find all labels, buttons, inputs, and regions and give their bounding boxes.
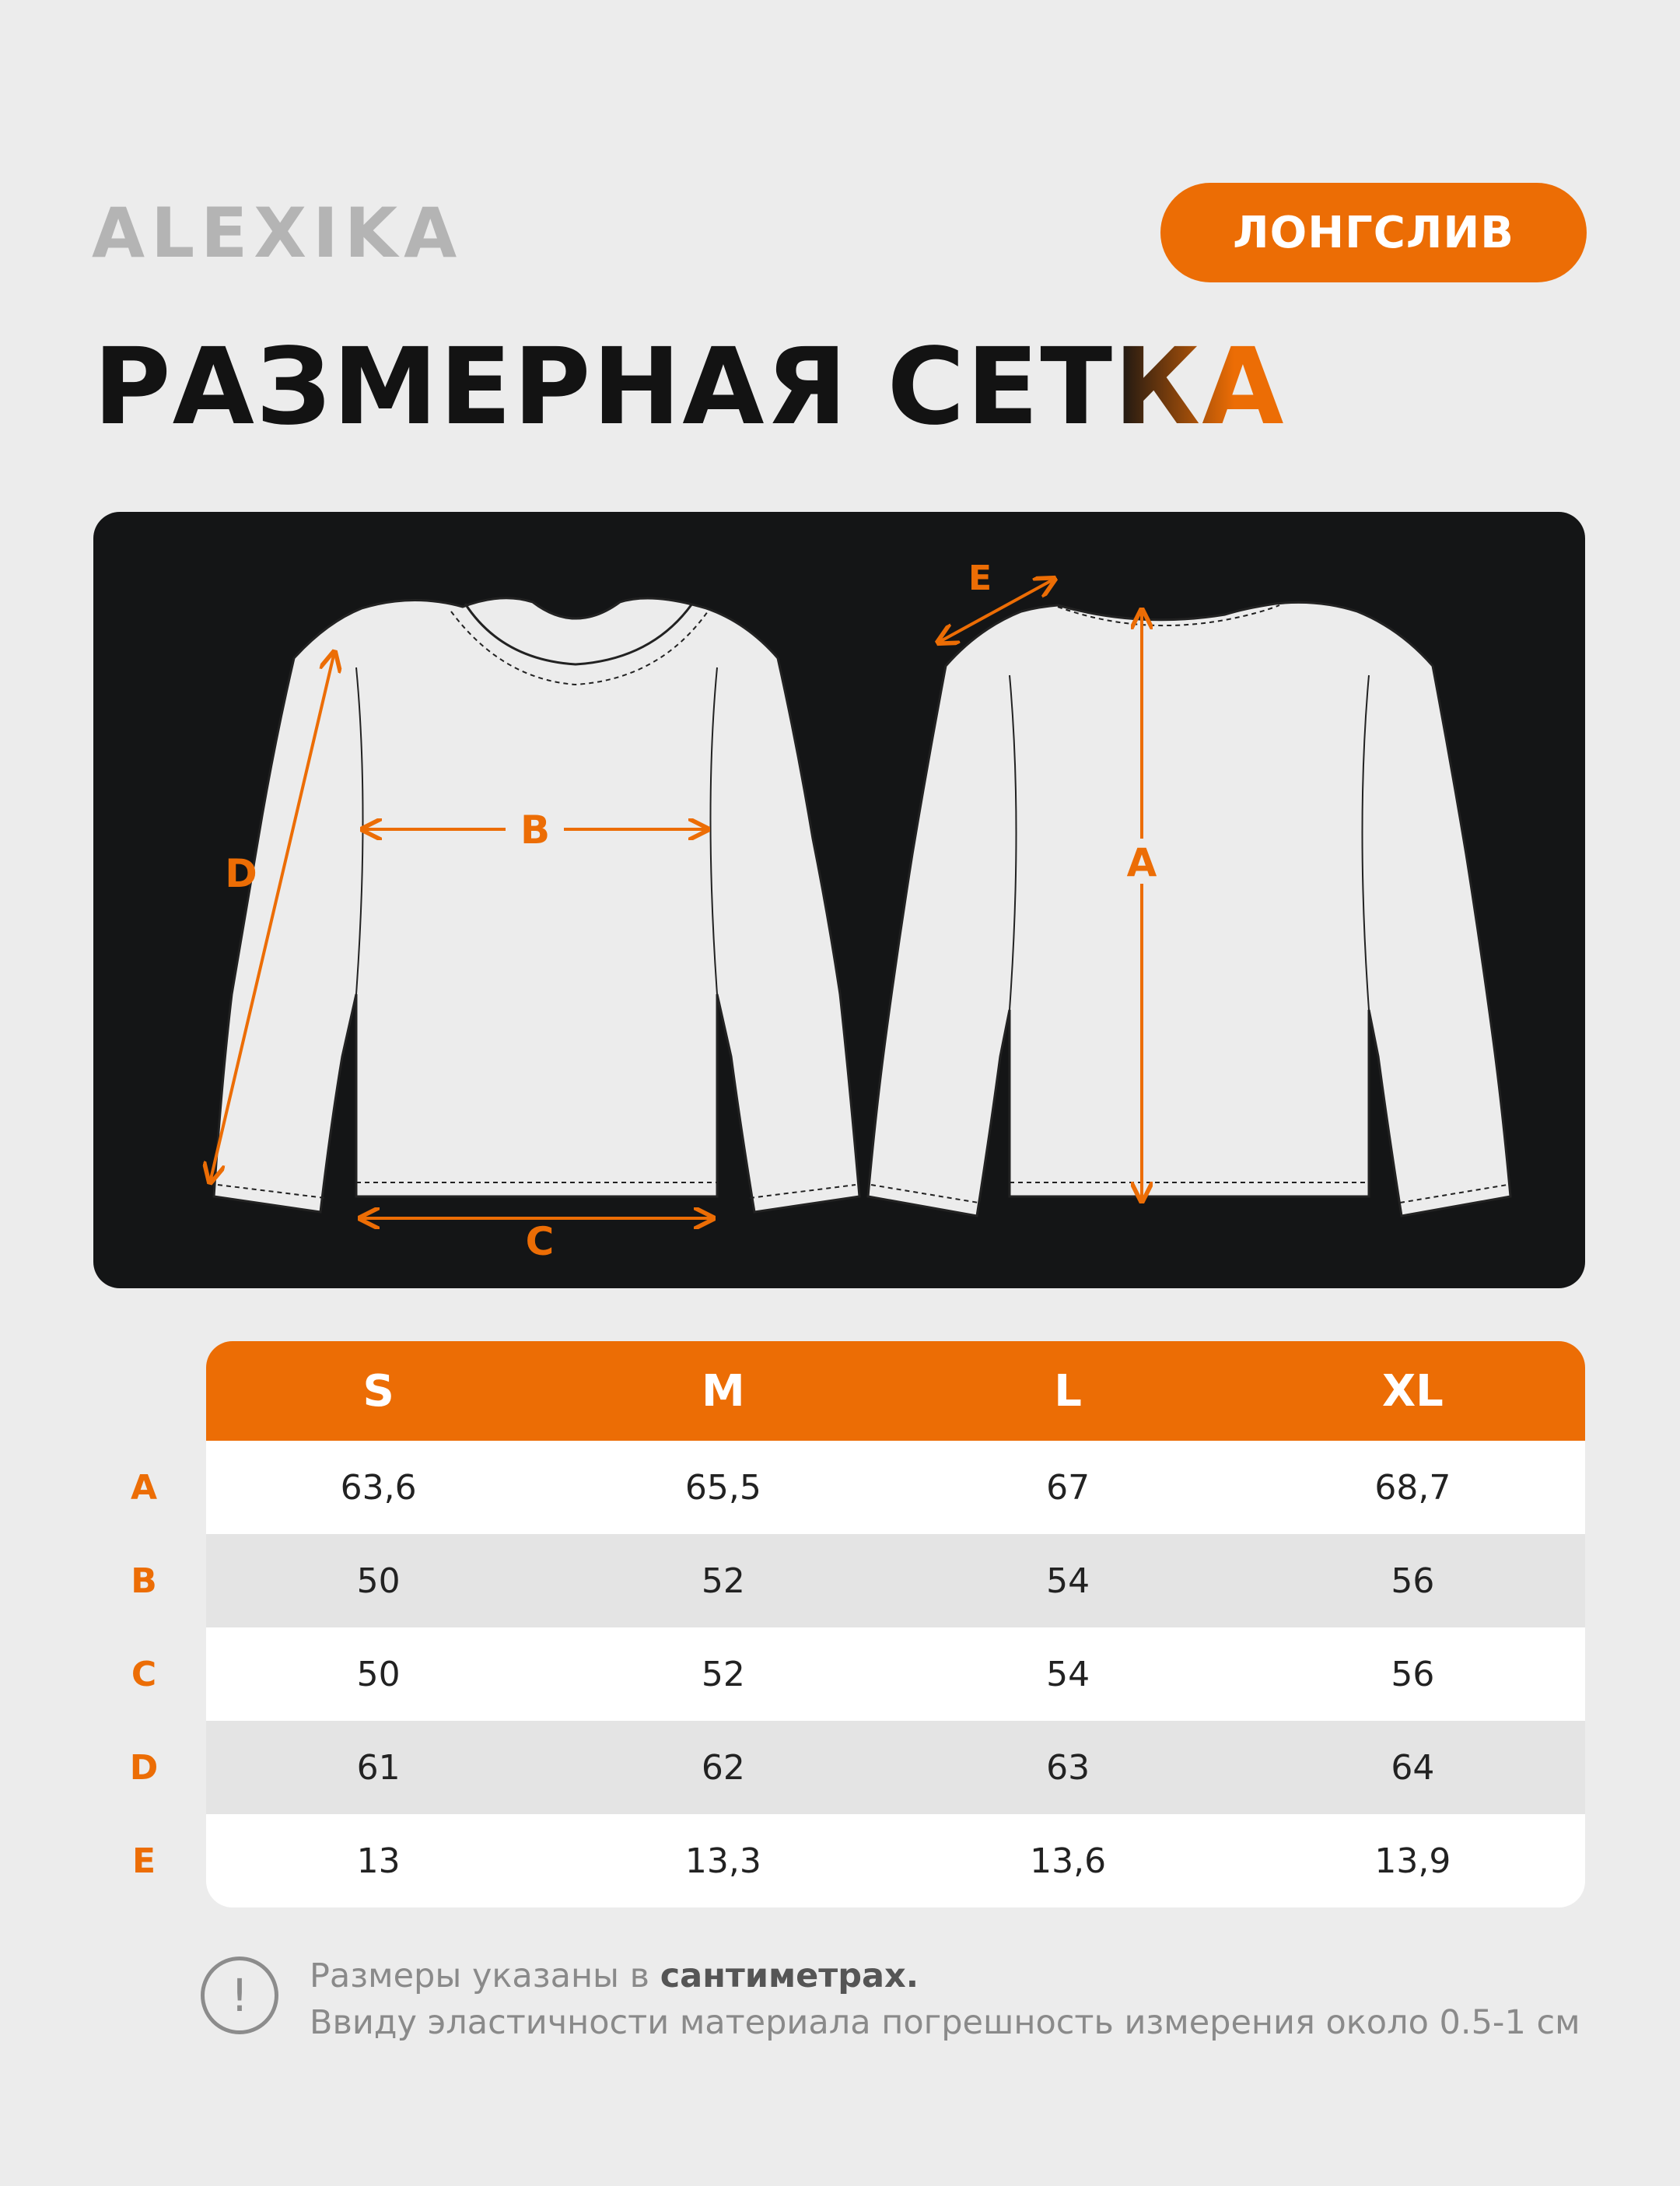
back-view xyxy=(868,602,1510,1216)
front-body xyxy=(214,598,859,1212)
note-line-1 xyxy=(310,1953,1580,1999)
measure-d-label: D xyxy=(225,851,257,896)
row-label-c: C xyxy=(131,1654,157,1694)
brand-logo: ALEXIKA xyxy=(92,193,464,273)
page-title xyxy=(93,325,1594,450)
size-header-xl: XL xyxy=(1381,1365,1444,1417)
size-header-m: M xyxy=(702,1365,745,1417)
size-header-s: S xyxy=(362,1365,394,1417)
table-cell: 64 xyxy=(1391,1747,1435,1788)
measure-b-label: B xyxy=(520,807,551,853)
table-cell: 56 xyxy=(1391,1654,1435,1694)
back-body xyxy=(868,602,1510,1216)
table-cell: 62 xyxy=(701,1747,745,1788)
measure-c-label: C xyxy=(525,1219,555,1264)
size-header-l: L xyxy=(1054,1365,1082,1417)
measure-e-label: E xyxy=(968,559,992,598)
title-highlight: КА xyxy=(1114,326,1286,449)
measure-a-label: A xyxy=(1126,840,1157,885)
size-note xyxy=(310,1953,1580,2046)
table-cell: 67 xyxy=(1046,1467,1090,1508)
table-row xyxy=(206,1627,1585,1721)
table-row xyxy=(206,1441,1585,1534)
table-row xyxy=(206,1721,1585,1814)
row-label-e: E xyxy=(131,1841,156,1881)
measurement-row-labels xyxy=(109,1441,179,1907)
note-line-1-text: Размеры указаны в xyxy=(310,1957,660,1995)
row-label-d: D xyxy=(129,1747,159,1788)
table-cell: 54 xyxy=(1046,1561,1090,1601)
size-table-header xyxy=(206,1341,1585,1441)
row-label-a: A xyxy=(130,1467,158,1508)
table-cell: 56 xyxy=(1391,1561,1435,1601)
table-cell: 68,7 xyxy=(1374,1467,1451,1508)
table-cell: 65,5 xyxy=(684,1467,761,1508)
table-cell: 13,6 xyxy=(1030,1841,1107,1881)
table-cell: 13 xyxy=(356,1841,401,1881)
table-row xyxy=(206,1814,1585,1907)
table-cell: 13,3 xyxy=(684,1841,761,1881)
table-cell: 50 xyxy=(356,1654,401,1694)
longsleeve-illustration xyxy=(93,512,1585,1288)
table-cell: 52 xyxy=(701,1654,745,1694)
table-row xyxy=(206,1534,1585,1627)
front-view xyxy=(214,598,859,1212)
title-main: РАЗМЕРНАЯ СЕТ xyxy=(93,326,1115,449)
garment-diagram xyxy=(93,512,1585,1288)
table-cell: 54 xyxy=(1046,1654,1090,1694)
table-cell: 61 xyxy=(356,1747,401,1788)
exclamation-circle-icon: ! xyxy=(201,1957,278,2034)
note-line-2: Ввиду эластичности материала погрешность измерения около 0.5-1 см xyxy=(310,2003,1580,2042)
product-type-badge: ЛОНГСЛИВ xyxy=(1160,183,1587,282)
row-label-b: B xyxy=(131,1561,157,1601)
table-cell: 13,9 xyxy=(1374,1841,1451,1881)
table-cell: 52 xyxy=(701,1561,745,1601)
table-cell: 63 xyxy=(1046,1747,1090,1788)
table-cell: 50 xyxy=(356,1561,401,1601)
size-table xyxy=(206,1341,1585,1907)
note-line-1-bold: сантиметрах. xyxy=(660,1957,919,1995)
table-cell: 63,6 xyxy=(340,1467,417,1508)
